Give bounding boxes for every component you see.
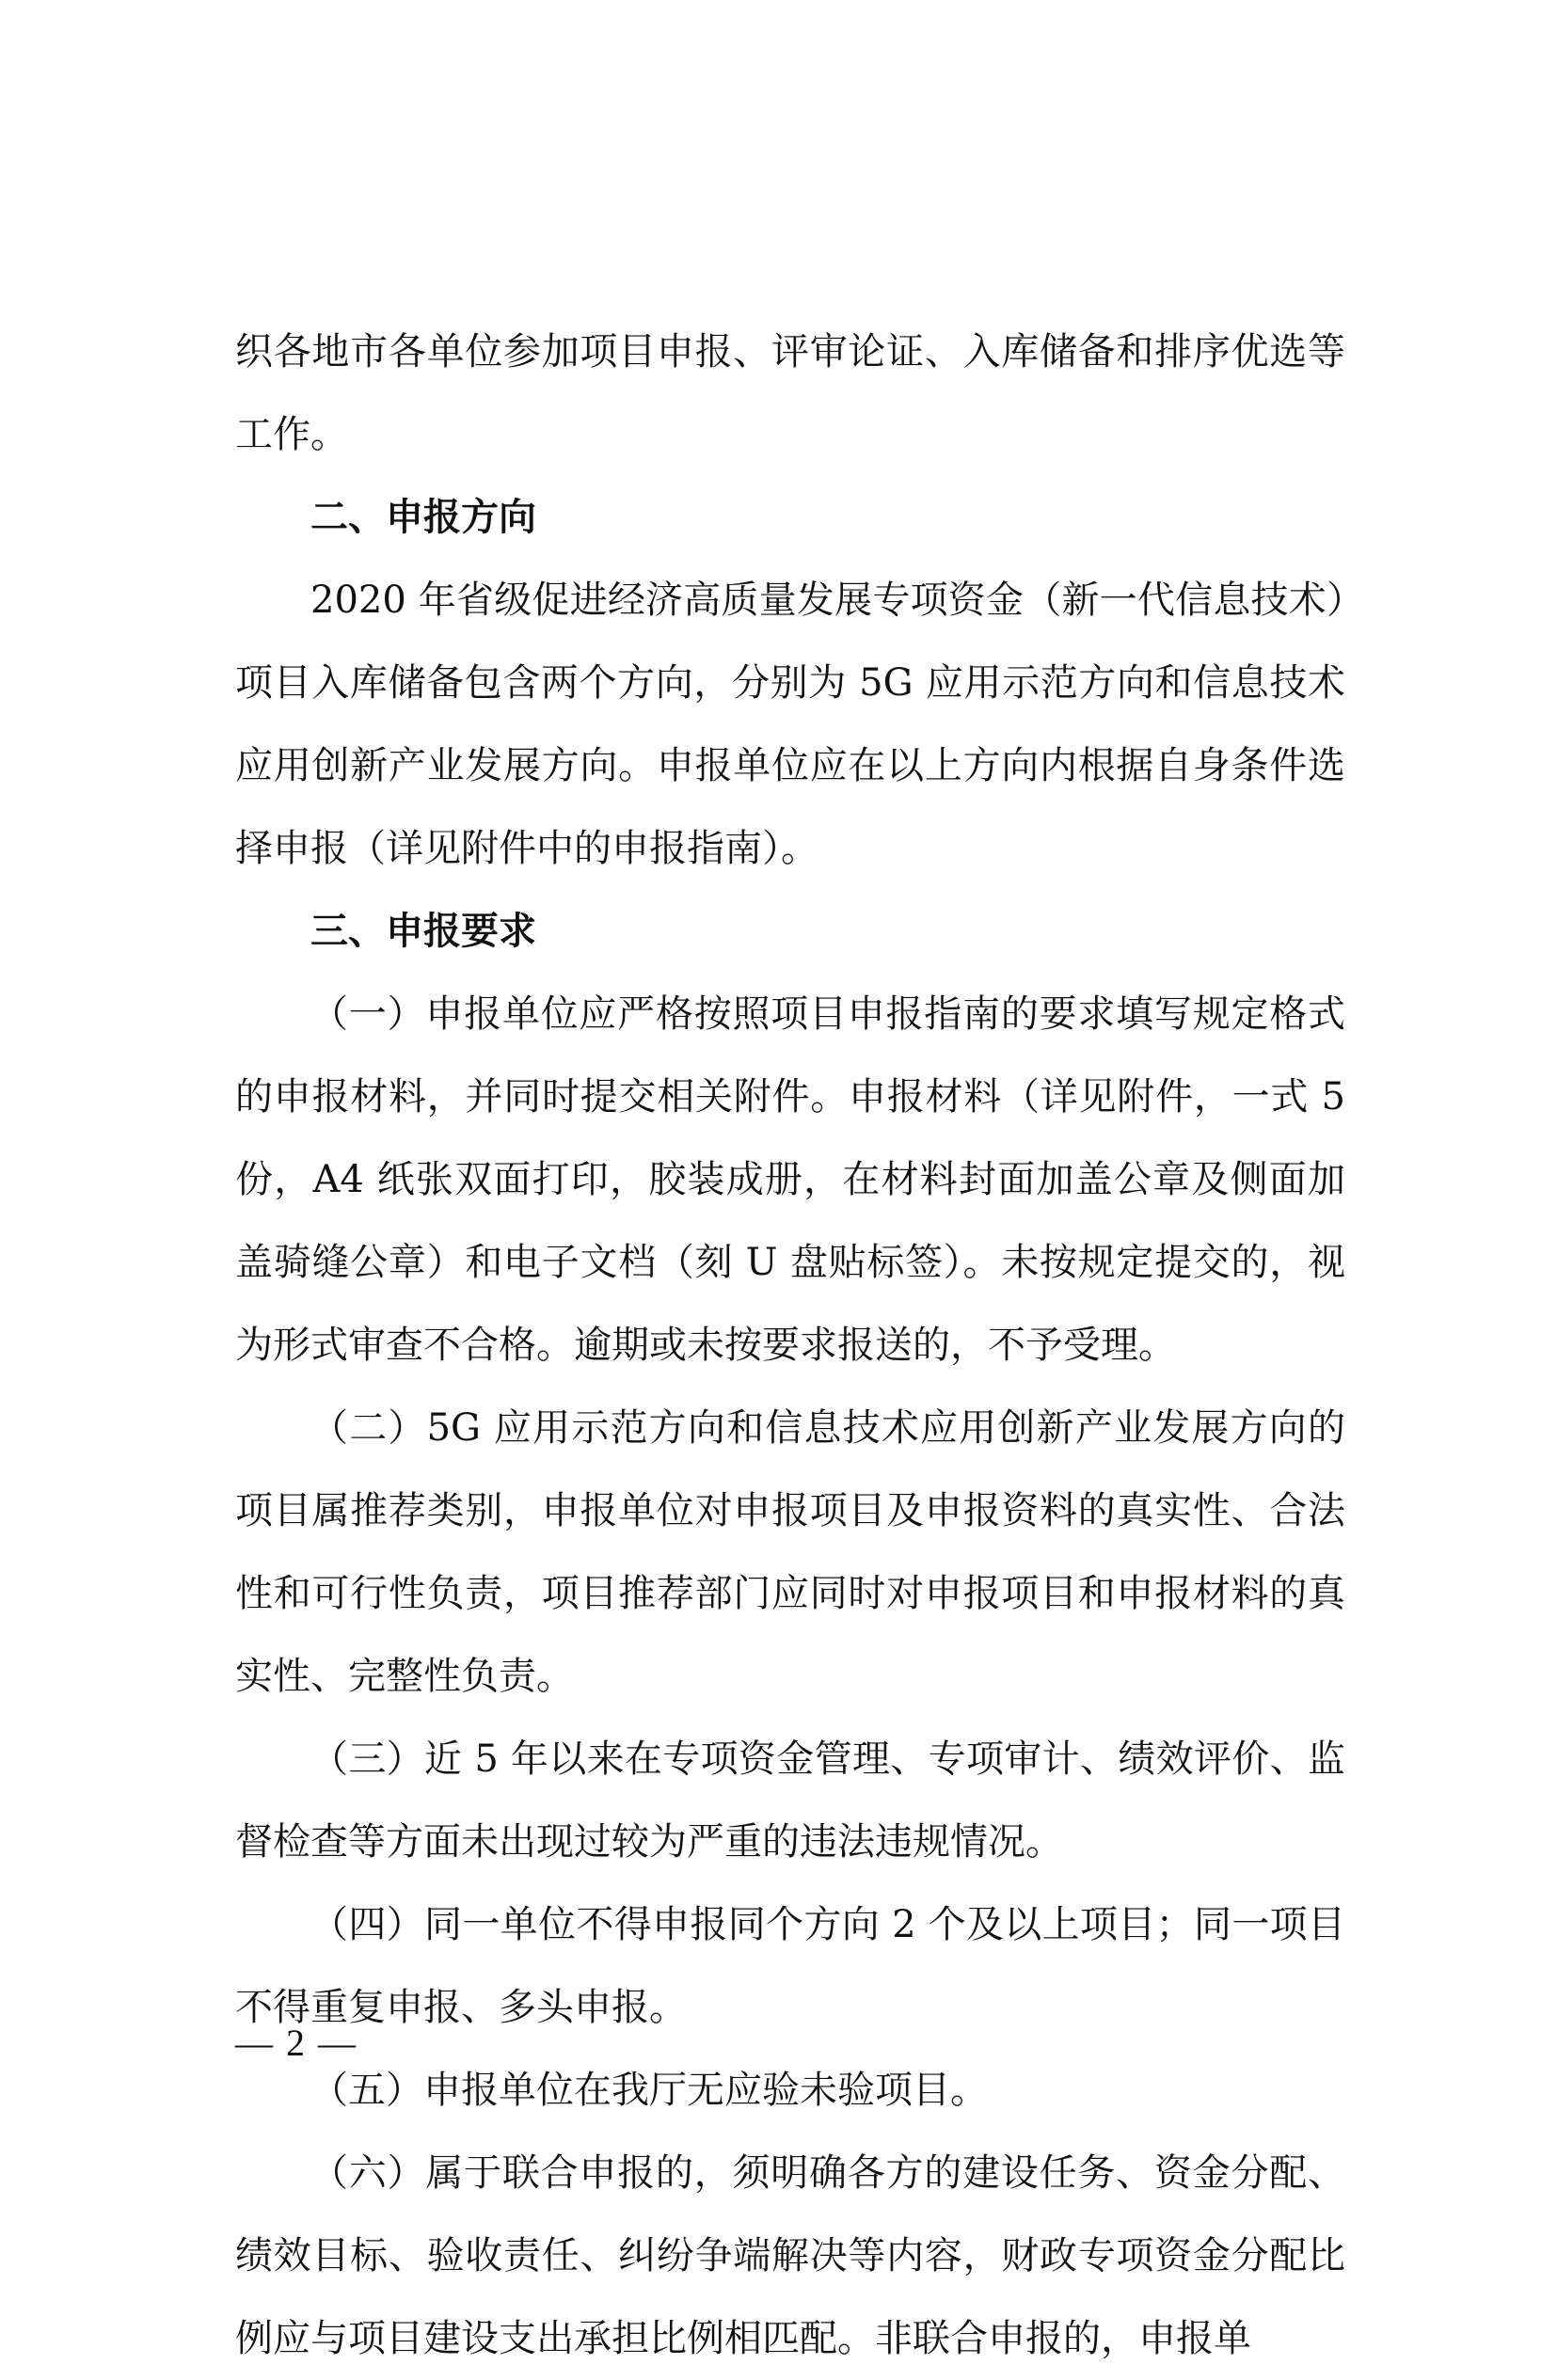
requirement-item-3: （三）近 5 年以来在专项资金管理、专项审计、绩效评价、监督检查等方面未出现过较为严重的违法违规情况。 bbox=[235, 1737, 1345, 1864]
document-body bbox=[235, 310, 1345, 2380]
requirement-item-1: （一）申报单位应严格按照项目申报指南的要求填写规定格式的申报材料，并同时提交相关附件。申报材料（详见附件，一式 5 份，A4 纸张双面打印，胶装成册，在材料封面加盖公章及侧面加盖骑缝公章）和电子文档（刻 U 盘贴标签）。未按规定提交的，视为形式审查不合格。逾期或未按要求报送的，不予受理。 bbox=[235, 992, 1345, 1367]
paragraph-continuation: 织各地市各单位参加项目申报、评审论证、入库储备和排序优选等工作。 bbox=[235, 330, 1345, 456]
requirement-item-2: （二）5G 应用示范方向和信息技术应用创新产业发展方向的项目属推荐类别，申报单位对申报项目及申报资料的真实性、合法性和可行性负责，项目推荐部门应同时对申报项目和申报材料的真实性、完整性负责。 bbox=[235, 1406, 1345, 1698]
paragraph-direction: 2020 年省级促进经济高质量发展专项资金（新一代信息技术）项目入库储备包含两个方向，分别为 5G 应用示范方向和信息技术应用创新产业发展方向。申报单位应在以上方向内根据自身条件选择申报（详见附件中的申报指南）。 bbox=[235, 579, 1345, 870]
requirement-item-6: （六）属于联合申报的，须明确各方的建设任务、资金分配、绩效目标、验收责任、纠纷争端解决等内容，财政专项资金分配比例应与项目建设支出承担比例相匹配。非联合申报的，申报单 bbox=[235, 2151, 1345, 2360]
requirement-item-4: （四）同一单位不得申报同个方向 2 个及以上项目；同一项目不得重复申报、多头申报。 bbox=[235, 1903, 1345, 2029]
requirement-item-5: （五）申报单位在我厅无应验未验项目。 bbox=[310, 2069, 988, 2112]
section-heading-requirements: 三、申报要求 bbox=[310, 910, 536, 953]
section-heading-direction: 二、申报方向 bbox=[310, 496, 536, 539]
page-number: — 2 — bbox=[235, 2022, 357, 2064]
